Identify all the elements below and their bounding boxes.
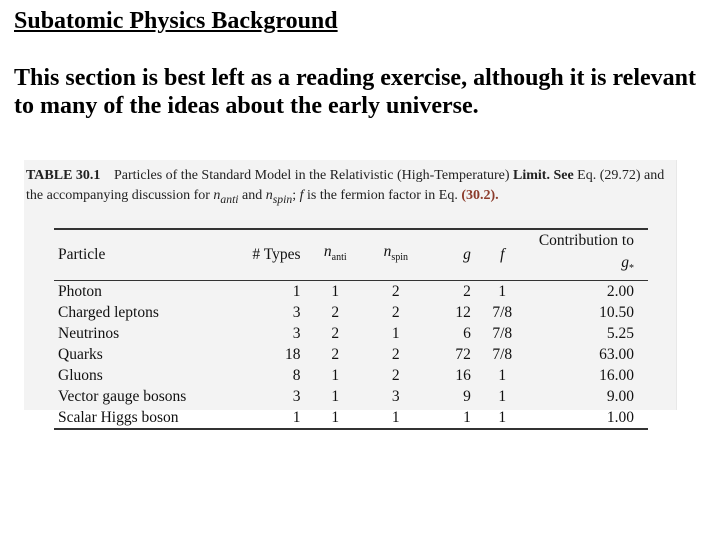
cell-particle: Photon xyxy=(58,283,102,301)
cell-g: 72 xyxy=(455,346,471,364)
cell-n-anti: 1 xyxy=(331,409,340,427)
caption-eq-ref: (30.2). xyxy=(461,188,499,203)
cell-types: 3 xyxy=(292,388,301,406)
cell-types: 3 xyxy=(292,325,301,343)
cell-n-spin: 2 xyxy=(391,367,400,385)
cell-g: 9 xyxy=(463,388,471,406)
cell-contribution: 16.00 xyxy=(599,367,634,385)
cell-g: 16 xyxy=(455,367,471,385)
cell-n-spin: 1 xyxy=(391,325,400,343)
cell-types: 18 xyxy=(285,346,301,364)
cell-particle: Scalar Higgs boson xyxy=(58,409,179,427)
cell-particle: Vector gauge bosons xyxy=(58,388,187,406)
header-n-anti: $n_{anti}$ xyxy=(323,243,347,264)
cell-n-anti: 2 xyxy=(331,325,340,343)
caption-n-spin: $n_{spin}$ xyxy=(265,188,293,206)
cell-types: 1 xyxy=(292,409,301,427)
header-contribution: Contribution to $g_*$ xyxy=(538,232,634,275)
header-particle: Particle xyxy=(58,246,106,264)
table-row xyxy=(54,281,648,303)
header-n-spin: $n_{spin}$ xyxy=(383,243,409,264)
cell-contribution: 63.00 xyxy=(599,346,634,364)
cell-g: 12 xyxy=(455,304,471,322)
cell-n-spin: 2 xyxy=(391,283,400,301)
caption-text-3: is the fermion factor in Eq. xyxy=(306,188,458,203)
cell-f: 7/8 xyxy=(492,346,513,364)
table-caption: TABLE 30.1 Particles of the Standard Model in the Relativistic (High-Temperature) Limit. See Eq. (29.72) and the accompanying discussion for $n_{anti}$ and $n_{spin}$; f is the fermion factor in Eq. (30.2). xyxy=(26,168,665,206)
cell-particle: Charged leptons xyxy=(58,304,159,322)
cell-n-anti: 2 xyxy=(331,346,340,364)
cell-f: 1 xyxy=(498,409,507,427)
cell-f: 1 xyxy=(498,283,507,301)
cell-n-anti: 1 xyxy=(331,283,340,301)
caption-text-2: Eq. (29.72) and the accompanying discussion for xyxy=(26,168,665,203)
header-types: # Types xyxy=(252,246,301,264)
cell-n-anti: 1 xyxy=(331,367,340,385)
particles-table xyxy=(54,228,648,430)
cell-types: 3 xyxy=(292,304,301,322)
cell-types: 8 xyxy=(292,367,301,385)
cell-f: 7/8 xyxy=(492,304,513,322)
caption-text-1: Particles of the Standard Model in the Relativistic (High-Temperature) xyxy=(113,168,510,183)
cell-f: 1 xyxy=(498,367,507,385)
table-figure xyxy=(24,160,677,427)
cell-contribution: 2.00 xyxy=(606,283,634,301)
table-header-row xyxy=(54,229,648,281)
cell-contribution: 9.00 xyxy=(606,388,634,406)
cell-f: 7/8 xyxy=(492,325,513,343)
cell-g: 6 xyxy=(463,325,471,343)
cell-particle: Gluons xyxy=(58,367,103,385)
table-row xyxy=(54,323,648,344)
cell-particle: Neutrinos xyxy=(58,325,120,343)
caption-n-anti: $n_{anti}$ xyxy=(213,188,239,206)
cell-n-spin: 1 xyxy=(391,409,400,427)
cell-types: 1 xyxy=(292,283,301,301)
cell-n-anti: 2 xyxy=(331,304,340,322)
page-title: Subatomic Physics Background xyxy=(14,8,338,34)
caption-text-bold: Limit. See xyxy=(513,168,574,183)
cell-n-spin: 2 xyxy=(391,346,400,364)
cell-g: 2 xyxy=(463,283,471,301)
cell-n-spin: 3 xyxy=(391,388,400,406)
cell-particle: Quarks xyxy=(58,346,103,364)
table-row xyxy=(54,407,648,429)
table-row xyxy=(54,365,648,386)
cell-n-spin: 2 xyxy=(391,304,400,322)
cell-contribution: 10.50 xyxy=(599,304,634,322)
header-f: f xyxy=(500,246,505,264)
table-row xyxy=(54,344,648,365)
table-row xyxy=(54,386,648,407)
header-g: g xyxy=(463,246,471,264)
cell-contribution: 1.00 xyxy=(606,409,634,427)
cell-f: 1 xyxy=(498,388,507,406)
table-label: TABLE 30.1 xyxy=(26,168,101,183)
table-row xyxy=(54,302,648,323)
caption-f: f xyxy=(299,188,304,203)
caption-and: and xyxy=(242,188,263,203)
cell-contribution: 5.25 xyxy=(606,325,634,343)
cell-g: 1 xyxy=(463,409,471,427)
intro-paragraph: This section is best left as a reading exercise, although it is relevant to many of the ideas about the early universe. xyxy=(14,65,696,119)
cell-n-anti: 1 xyxy=(331,388,340,406)
